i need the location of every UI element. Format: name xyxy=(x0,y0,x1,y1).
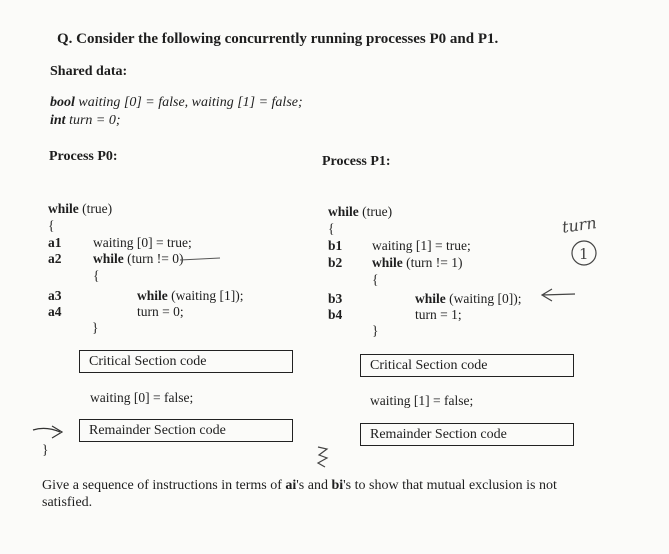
handwritten-circled-number: 1 xyxy=(579,245,589,263)
p0-a1-code: waiting [0] = true; xyxy=(93,235,192,250)
instruction-pre: Give a sequence of instructions in terms of xyxy=(42,478,286,493)
p0-while-condition: (true) xyxy=(78,201,113,216)
handwritten-turn-note: turn xyxy=(560,213,598,237)
p1-b4-code: turn = 1; xyxy=(415,307,462,322)
p0-critical-section-label: Critical Section code xyxy=(89,353,207,369)
label-b4: b4 xyxy=(328,307,343,322)
type-keyword-int: int xyxy=(50,113,66,128)
instruction-post: 's to show that mutual exclusion is not satisfied. xyxy=(42,478,557,510)
p1-b2-condition: (turn != 1) xyxy=(402,255,463,270)
p0-a3-condition: (waiting [1]); xyxy=(167,288,244,303)
p0-inner-open-brace: { xyxy=(93,268,100,283)
p1-while-condition: (true) xyxy=(358,204,393,219)
label-b2: b2 xyxy=(328,255,343,270)
p1-exit-code: waiting [1] = false; xyxy=(370,393,474,408)
p0-a2-keyword: while xyxy=(93,251,124,266)
shared-data-label: Shared data: xyxy=(50,64,128,79)
p1-while-keyword: while xyxy=(328,204,359,219)
p1-b3-keyword: while xyxy=(415,291,446,306)
label-a2: a2 xyxy=(48,251,62,266)
declaration-bool-rest: waiting [0] = false, waiting [1] = false; xyxy=(74,95,303,110)
declaration-int-rest: turn = 0; xyxy=(65,113,121,128)
p0-inner-close-brace: } xyxy=(92,320,99,335)
label-b1: b1 xyxy=(328,238,343,253)
arrow-left-icon xyxy=(542,289,575,301)
label-a1: a1 xyxy=(48,235,62,250)
strike-mark xyxy=(180,258,220,260)
squiggle-mark-icon xyxy=(318,447,327,467)
question-text: Q. Consider the following concurrently running processes P0 and P1. xyxy=(57,31,499,47)
p1-b2-keyword: while xyxy=(372,255,403,270)
instruction-bi: bi xyxy=(331,478,344,493)
process-p1-title: Process P1: xyxy=(322,154,391,169)
instruction-ai: ai xyxy=(285,478,297,493)
p1-b1-code: waiting [1] = true; xyxy=(372,238,471,253)
process-p0-title: Process P0: xyxy=(49,149,118,164)
arrow-right-icon xyxy=(33,426,62,438)
type-keyword-bool: bool xyxy=(50,95,75,110)
p1-b3-condition: (waiting [0]); xyxy=(445,291,522,306)
p0-remainder-section-label: Remainder Section code xyxy=(89,422,226,438)
p1-critical-section-label: Critical Section code xyxy=(370,357,488,373)
p1-inner-open-brace: { xyxy=(372,272,379,287)
p0-open-brace: { xyxy=(48,218,55,233)
p0-exit-code: waiting [0] = false; xyxy=(90,390,194,405)
p0-a2-condition: (turn != 0) xyxy=(123,251,184,266)
p0-a4-code: turn = 0; xyxy=(137,304,184,319)
p0-close-brace: } xyxy=(42,442,49,457)
label-a4: a4 xyxy=(48,304,62,319)
p1-inner-close-brace: } xyxy=(372,323,379,338)
p0-a3-keyword: while xyxy=(137,288,168,303)
label-a3: a3 xyxy=(48,288,62,303)
label-b3: b3 xyxy=(328,291,343,306)
p1-open-brace: { xyxy=(328,221,335,236)
p0-while-keyword: while xyxy=(48,201,79,216)
p1-remainder-section-label: Remainder Section code xyxy=(370,426,507,442)
instruction-mid: 's and xyxy=(296,478,332,493)
